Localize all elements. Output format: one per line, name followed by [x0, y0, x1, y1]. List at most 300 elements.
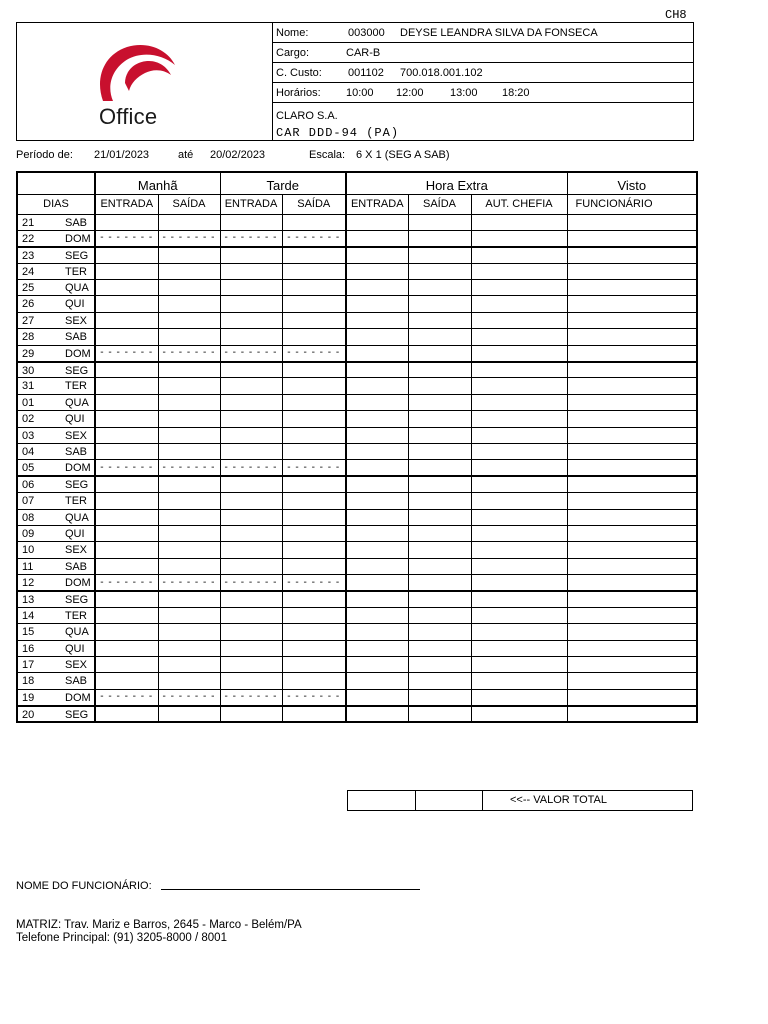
tarde-entrada-cell[interactable] — [220, 394, 282, 410]
manha-entrada-cell[interactable] — [95, 378, 158, 394]
extra-saida-cell[interactable] — [408, 607, 471, 623]
day-of-week: TER — [65, 609, 87, 622]
table-row — [17, 345, 697, 361]
tarde-saida-cell[interactable] — [282, 214, 346, 230]
extra-saida-cell[interactable] — [408, 263, 471, 279]
tarde-entrada-cell[interactable] — [220, 640, 282, 656]
tarde-entrada-cell[interactable] — [220, 427, 282, 443]
manha-saida-cell[interactable] — [158, 493, 220, 509]
manha-saida-cell[interactable] — [158, 280, 220, 296]
tarde-saida-cell[interactable] — [282, 525, 346, 541]
manha-entrada-cell[interactable] — [95, 247, 158, 263]
extra-entrada-cell[interactable] — [346, 542, 408, 558]
extra-saida-cell[interactable] — [408, 689, 471, 705]
manha-entrada-cell[interactable] — [95, 230, 158, 246]
extra-entrada-cell[interactable] — [346, 443, 408, 459]
tarde-saida-cell[interactable] — [282, 329, 346, 345]
funcionario-visto-cell[interactable] — [567, 329, 697, 345]
aut-chefia-cell[interactable] — [471, 640, 567, 656]
aut-chefia-cell[interactable] — [471, 706, 567, 722]
extra-entrada-cell[interactable] — [346, 476, 408, 492]
manha-saida-cell[interactable] — [158, 525, 220, 541]
extra-entrada-cell[interactable] — [346, 280, 408, 296]
manha-entrada-cell[interactable] — [95, 542, 158, 558]
table-row — [17, 476, 697, 492]
aut-chefia-cell[interactable] — [471, 427, 567, 443]
tarde-saida-cell[interactable] — [282, 280, 346, 296]
manha-saida-cell[interactable] — [158, 263, 220, 279]
tarde-saida-cell[interactable] — [282, 657, 346, 673]
manha-entrada-cell[interactable] — [95, 607, 158, 623]
extra-saida-cell[interactable] — [408, 280, 471, 296]
extra-saida-cell[interactable] — [408, 345, 471, 361]
extra-saida-cell[interactable] — [408, 427, 471, 443]
manha-saida-cell[interactable] — [158, 460, 220, 476]
extra-saida-cell[interactable] — [408, 296, 471, 312]
tarde-entrada-cell[interactable] — [220, 525, 282, 541]
cargo-label: Cargo: — [276, 47, 310, 59]
extra-entrada-cell[interactable] — [346, 460, 408, 476]
day-number: 28 — [22, 331, 35, 344]
table-row — [17, 673, 697, 689]
aut-chefia-cell[interactable] — [471, 443, 567, 459]
tarde-saida-cell[interactable] — [282, 624, 346, 640]
extra-saida-cell[interactable] — [408, 525, 471, 541]
manha-saida-cell[interactable] — [158, 624, 220, 640]
day-of-week: SEG — [65, 364, 89, 377]
manha-entrada-cell[interactable] — [95, 296, 158, 312]
tarde-entrada-cell[interactable] — [220, 657, 282, 673]
manha-entrada-cell[interactable] — [95, 394, 158, 410]
manha-saida-cell[interactable] — [158, 443, 220, 459]
day-number: 27 — [22, 314, 35, 327]
aut-chefia-cell[interactable] — [471, 509, 567, 525]
manha-saida-cell[interactable] — [158, 427, 220, 443]
aut-chefia-cell[interactable] — [471, 558, 567, 574]
manha-saida-cell[interactable] — [158, 657, 220, 673]
tarde-entrada-cell[interactable] — [220, 706, 282, 722]
aut-chefia-cell[interactable] — [471, 329, 567, 345]
tarde-saida-cell[interactable] — [282, 542, 346, 558]
tarde-entrada-cell[interactable] — [220, 329, 282, 345]
extra-entrada-cell[interactable] — [346, 525, 408, 541]
extra-entrada-cell[interactable] — [346, 230, 408, 246]
funcionario-visto-cell[interactable] — [567, 378, 697, 394]
tarde-saida-cell[interactable] — [282, 443, 346, 459]
aut-chefia-cell[interactable] — [471, 575, 567, 591]
funcionario-visto-cell[interactable] — [567, 476, 697, 492]
day-number: 09 — [22, 527, 35, 540]
aut-chefia-cell[interactable] — [471, 296, 567, 312]
manha-saida-cell[interactable] — [158, 411, 220, 427]
manha-header: Manhã — [95, 172, 220, 194]
day-of-week: QUI — [65, 642, 85, 655]
period-start: 21/01/2023 — [94, 149, 150, 161]
tarde-saida-cell[interactable] — [282, 362, 346, 378]
tarde-saida-cell[interactable] — [282, 591, 346, 607]
extra-saida-cell[interactable] — [408, 362, 471, 378]
column-header-row — [17, 194, 697, 214]
manha-saida-cell[interactable] — [158, 230, 220, 246]
extra-entrada-cell[interactable] — [346, 247, 408, 263]
tarde-saida-cell[interactable] — [282, 673, 346, 689]
extra-entrada-cell[interactable] — [346, 394, 408, 410]
aut-chefia-cell[interactable] — [471, 394, 567, 410]
tarde-entrada-cell[interactable] — [220, 247, 282, 263]
manha-entrada-cell[interactable] — [95, 280, 158, 296]
manha-saida-cell[interactable] — [158, 362, 220, 378]
funcionario-visto-cell[interactable] — [567, 525, 697, 541]
tarde-saida-cell[interactable] — [282, 230, 346, 246]
funcionario-visto-cell[interactable] — [567, 394, 697, 410]
tarde-entrada-cell[interactable] — [220, 230, 282, 246]
manha-saida-cell[interactable] — [158, 296, 220, 312]
funcionario-visto-cell[interactable] — [567, 214, 697, 230]
day-number: 30 — [22, 364, 35, 377]
manha-entrada-cell[interactable] — [95, 689, 158, 705]
tarde-saida-cell[interactable] — [282, 427, 346, 443]
extra-entrada-cell[interactable] — [346, 214, 408, 230]
extra-entrada-cell[interactable] — [346, 493, 408, 509]
extra-entrada-cell[interactable] — [346, 673, 408, 689]
manha-saida-cell[interactable] — [158, 345, 220, 361]
tarde-entrada-cell[interactable] — [220, 378, 282, 394]
extra-entrada-cell[interactable] — [346, 312, 408, 328]
manha-saida-cell[interactable] — [158, 673, 220, 689]
tarde-saida-cell[interactable] — [282, 607, 346, 623]
extra-entrada-cell[interactable] — [346, 558, 408, 574]
funcionario-visto-cell[interactable] — [567, 362, 697, 378]
table-row — [17, 230, 697, 246]
schedule-time-1: 10:00 — [346, 87, 374, 99]
manha-entrada-cell[interactable] — [95, 263, 158, 279]
funcionario-visto-cell[interactable] — [567, 640, 697, 656]
manha-entrada-cell[interactable] — [95, 640, 158, 656]
aut-chefia-cell[interactable] — [471, 591, 567, 607]
manha-entrada-cell[interactable] — [95, 362, 158, 378]
aut-chefia-cell[interactable] — [471, 263, 567, 279]
extra-saida-cell[interactable] — [408, 443, 471, 459]
day-off-dash: - - - - - - - — [287, 461, 341, 473]
extra-saida-cell[interactable] — [408, 214, 471, 230]
total-hours-cell[interactable] — [348, 791, 416, 810]
extra-entrada-cell[interactable] — [346, 411, 408, 427]
funcionario-visto-cell[interactable] — [567, 542, 697, 558]
tarde-entrada-cell[interactable] — [220, 460, 282, 476]
tarde-entrada-cell[interactable] — [220, 558, 282, 574]
aut-chefia-cell[interactable] — [471, 673, 567, 689]
cost-center-label: C. Custo: — [276, 67, 322, 79]
extra-entrada-cell[interactable] — [346, 706, 408, 722]
extra-entrada-cell[interactable] — [346, 296, 408, 312]
tarde-saida-cell[interactable] — [282, 493, 346, 509]
aut-chefia-cell[interactable] — [471, 362, 567, 378]
extra-saida-cell[interactable] — [408, 493, 471, 509]
aut-chefia-cell[interactable] — [471, 493, 567, 509]
manha-entrada-cell[interactable] — [95, 411, 158, 427]
tarde-saida-cell[interactable] — [282, 558, 346, 574]
tarde-entrada-cell[interactable] — [220, 411, 282, 427]
table-row — [17, 525, 697, 541]
manha-entrada-cell[interactable] — [95, 476, 158, 492]
period-end: 20/02/2023 — [210, 149, 266, 161]
tarde-entrada-cell[interactable] — [220, 345, 282, 361]
manha-saida-cell[interactable] — [158, 640, 220, 656]
day-number: 18 — [22, 675, 35, 688]
table-row — [17, 378, 697, 394]
day-off-dash: - - - - - - - — [224, 232, 278, 244]
manha-entrada-cell[interactable] — [95, 706, 158, 722]
signature-line[interactable] — [161, 889, 420, 890]
manha-entrada-cell[interactable] — [95, 329, 158, 345]
manha-entrada-cell[interactable] — [95, 443, 158, 459]
aut-chefia-cell[interactable] — [471, 247, 567, 263]
extra-saida-cell[interactable] — [408, 624, 471, 640]
tarde-saida-cell[interactable] — [282, 509, 346, 525]
table-row — [17, 443, 697, 459]
tarde-saida-cell[interactable] — [282, 345, 346, 361]
manha-saida-cell[interactable] — [158, 575, 220, 591]
extra-saida-cell[interactable] — [408, 657, 471, 673]
manha-saida-cell[interactable] — [158, 394, 220, 410]
manha-entrada-cell[interactable] — [95, 657, 158, 673]
tarde-entrada-cell[interactable] — [220, 443, 282, 459]
funcionario-visto-cell[interactable] — [567, 230, 697, 246]
tarde-entrada-cell[interactable] — [220, 280, 282, 296]
table-row — [17, 591, 697, 607]
tarde-entrada-cell[interactable] — [220, 689, 282, 705]
manha-saida-cell[interactable] — [158, 247, 220, 263]
tarde-saida-cell[interactable] — [282, 247, 346, 263]
extra-entrada-cell[interactable] — [346, 689, 408, 705]
tarde-saida-cell[interactable] — [282, 411, 346, 427]
tarde-saida-cell[interactable] — [282, 689, 346, 705]
extra-saida-cell[interactable] — [408, 247, 471, 263]
funcionario-visto-cell[interactable] — [567, 706, 697, 722]
funcionario-visto-cell[interactable] — [567, 558, 697, 574]
extra-entrada-cell[interactable] — [346, 263, 408, 279]
funcionario-visto-cell[interactable] — [567, 591, 697, 607]
tarde-entrada-cell[interactable] — [220, 296, 282, 312]
day-cell — [17, 542, 95, 558]
manha-saida-cell[interactable] — [158, 329, 220, 345]
extra-entrada-cell[interactable] — [346, 624, 408, 640]
aut-chefia-cell[interactable] — [471, 378, 567, 394]
extra-saida-cell[interactable] — [408, 460, 471, 476]
funcionario-visto-cell[interactable] — [567, 689, 697, 705]
employee-info — [272, 22, 694, 141]
funcionario-visto-cell[interactable] — [567, 312, 697, 328]
tarde-saida-cell[interactable] — [282, 476, 346, 492]
tarde-entrada-cell[interactable] — [220, 263, 282, 279]
extra-entrada-cell[interactable] — [346, 657, 408, 673]
funcionario-visto-cell[interactable] — [567, 509, 697, 525]
aut-chefia-cell[interactable] — [471, 525, 567, 541]
total-extra-cell[interactable] — [416, 791, 483, 810]
schedule-time-2: 12:00 — [396, 87, 424, 99]
funcionario-visto-cell[interactable] — [567, 263, 697, 279]
day-off-dash: - - - - - - - — [287, 576, 341, 588]
extra-saida-cell[interactable] — [408, 640, 471, 656]
manha-saida-cell[interactable] — [158, 509, 220, 525]
manha-entrada-cell[interactable] — [95, 345, 158, 361]
manha-entrada-cell[interactable] — [95, 575, 158, 591]
day-of-week: SEG — [65, 708, 89, 721]
aut-chefia-cell[interactable] — [471, 689, 567, 705]
extra-entrada-cell[interactable] — [346, 427, 408, 443]
aut-chefia-cell[interactable] — [471, 214, 567, 230]
extra-saida-cell[interactable] — [408, 558, 471, 574]
manha-saida-cell[interactable] — [158, 689, 220, 705]
extra-entrada-cell[interactable] — [346, 329, 408, 345]
funcionario-visto-cell[interactable] — [567, 575, 697, 591]
manha-saida-cell[interactable] — [158, 558, 220, 574]
aut-chefia-cell[interactable] — [471, 411, 567, 427]
tarde-entrada-cell[interactable] — [220, 509, 282, 525]
manha-entrada-cell[interactable] — [95, 427, 158, 443]
cost-center-value: 700.018.001.102 — [400, 67, 483, 79]
tarde-saida-cell[interactable] — [282, 312, 346, 328]
tarde-saida-cell[interactable] — [282, 575, 346, 591]
extra-saida-cell[interactable] — [408, 706, 471, 722]
day-cell — [17, 689, 95, 705]
day-cell — [17, 640, 95, 656]
extra-saida-cell[interactable] — [408, 476, 471, 492]
aut-chefia-cell[interactable] — [471, 657, 567, 673]
tarde-saida-cell[interactable] — [282, 394, 346, 410]
tarde-entrada-cell[interactable] — [220, 575, 282, 591]
aut-chefia-cell[interactable] — [471, 280, 567, 296]
funcionario-visto-cell[interactable] — [567, 657, 697, 673]
day-cell — [17, 624, 95, 640]
tarde-saida-cell[interactable] — [282, 296, 346, 312]
tarde-entrada-cell[interactable] — [220, 673, 282, 689]
extra-saida-cell[interactable] — [408, 394, 471, 410]
manha-entrada-cell[interactable] — [95, 493, 158, 509]
tarde-saida-cell[interactable] — [282, 460, 346, 476]
manha-entrada-cell[interactable] — [95, 624, 158, 640]
tarde-entrada-cell[interactable] — [220, 607, 282, 623]
extra-entrada-cell[interactable] — [346, 640, 408, 656]
manha-saida-cell[interactable] — [158, 312, 220, 328]
manha-entrada-cell[interactable] — [95, 214, 158, 230]
day-of-week: QUA — [65, 396, 89, 409]
tarde-entrada-cell[interactable] — [220, 542, 282, 558]
manha-saida-cell[interactable] — [158, 706, 220, 722]
manha-entrada-cell[interactable] — [95, 312, 158, 328]
tarde-entrada-cell[interactable] — [220, 214, 282, 230]
funcionario-visto-cell[interactable] — [567, 427, 697, 443]
extra-saida-cell[interactable] — [408, 329, 471, 345]
tarde-entrada-cell[interactable] — [220, 591, 282, 607]
day-cell — [17, 476, 95, 492]
tarde-entrada-cell[interactable] — [220, 493, 282, 509]
aut-chefia-cell[interactable] — [471, 345, 567, 361]
tarde-saida-cell[interactable] — [282, 640, 346, 656]
manha-saida-cell[interactable] — [158, 214, 220, 230]
funcionario-visto-cell[interactable] — [567, 345, 697, 361]
funcionario-visto-cell[interactable] — [567, 673, 697, 689]
aut-chefia-cell[interactable] — [471, 312, 567, 328]
funcionario-visto-cell[interactable] — [567, 280, 697, 296]
extra-saida-cell[interactable] — [408, 230, 471, 246]
day-of-week: SEX — [65, 314, 88, 327]
funcionario-visto-cell[interactable] — [567, 460, 697, 476]
extra-entrada-cell[interactable] — [346, 509, 408, 525]
tarde-saida-cell[interactable] — [282, 706, 346, 722]
table-row — [17, 394, 697, 410]
manha-saida-cell[interactable] — [158, 591, 220, 607]
day-of-week: DOM — [65, 347, 91, 360]
manha-saida-cell[interactable] — [158, 607, 220, 623]
extra-saida-cell[interactable] — [408, 378, 471, 394]
manha-entrada-cell[interactable] — [95, 673, 158, 689]
extra-saida-cell[interactable] — [408, 411, 471, 427]
day-cell — [17, 296, 95, 312]
extra-entrada-cell[interactable] — [346, 607, 408, 623]
extra-entrada-cell[interactable] — [346, 362, 408, 378]
funcionario-visto-cell[interactable] — [567, 624, 697, 640]
manha-entrada-cell[interactable] — [95, 558, 158, 574]
funcionario-visto-cell[interactable] — [567, 493, 697, 509]
day-cell — [17, 509, 95, 525]
manha-entrada-cell[interactable] — [95, 525, 158, 541]
company-name: CLARO S.A. — [276, 110, 338, 122]
funcionario-visto-cell[interactable] — [567, 411, 697, 427]
tarde-saida-cell[interactable] — [282, 263, 346, 279]
tarde-entrada-cell[interactable] — [220, 476, 282, 492]
manha-entrada-cell[interactable] — [95, 460, 158, 476]
manha-saida-cell[interactable] — [158, 378, 220, 394]
extra-entrada-cell[interactable] — [346, 575, 408, 591]
extra-entrada-cell[interactable] — [346, 591, 408, 607]
tarde-saida-cell[interactable] — [282, 378, 346, 394]
extra-saida-cell[interactable] — [408, 673, 471, 689]
extra-saida-cell[interactable] — [408, 312, 471, 328]
day-number: 11 — [22, 560, 34, 573]
aut-chefia-cell[interactable] — [471, 542, 567, 558]
tarde-entrada-cell[interactable] — [220, 624, 282, 640]
aut-chefia-cell[interactable] — [471, 607, 567, 623]
funcionario-visto-cell[interactable] — [567, 443, 697, 459]
tarde-entrada-cell[interactable] — [220, 312, 282, 328]
extra-saida-cell[interactable] — [408, 575, 471, 591]
day-number: 05 — [22, 462, 35, 475]
funcionario-visto-cell[interactable] — [567, 607, 697, 623]
day-number: 23 — [22, 249, 35, 262]
funcionario-visto-cell[interactable] — [567, 296, 697, 312]
table-row — [17, 607, 697, 623]
aut-chefia-cell[interactable] — [471, 624, 567, 640]
extra-saida-cell[interactable] — [408, 542, 471, 558]
tarde-entrada-cell[interactable] — [220, 362, 282, 378]
manha-saida-cell[interactable] — [158, 476, 220, 492]
extra-saida-cell[interactable] — [408, 591, 471, 607]
aut-chefia-cell[interactable] — [471, 476, 567, 492]
manha-entrada-cell[interactable] — [95, 509, 158, 525]
day-off-dash: - - - - - - - — [162, 691, 216, 703]
day-off-dash: - - - - - - - — [224, 461, 278, 473]
aut-chefia-cell[interactable] — [471, 230, 567, 246]
aut-chefia-cell[interactable] — [471, 460, 567, 476]
extra-saida-cell[interactable] — [408, 509, 471, 525]
manha-saida-cell[interactable] — [158, 542, 220, 558]
extra-entrada-cell[interactable] — [346, 345, 408, 361]
day-number: 13 — [22, 593, 35, 606]
manha-entrada-cell[interactable] — [95, 591, 158, 607]
extra-entrada-cell[interactable] — [346, 378, 408, 394]
funcionario-visto-cell[interactable] — [567, 247, 697, 263]
